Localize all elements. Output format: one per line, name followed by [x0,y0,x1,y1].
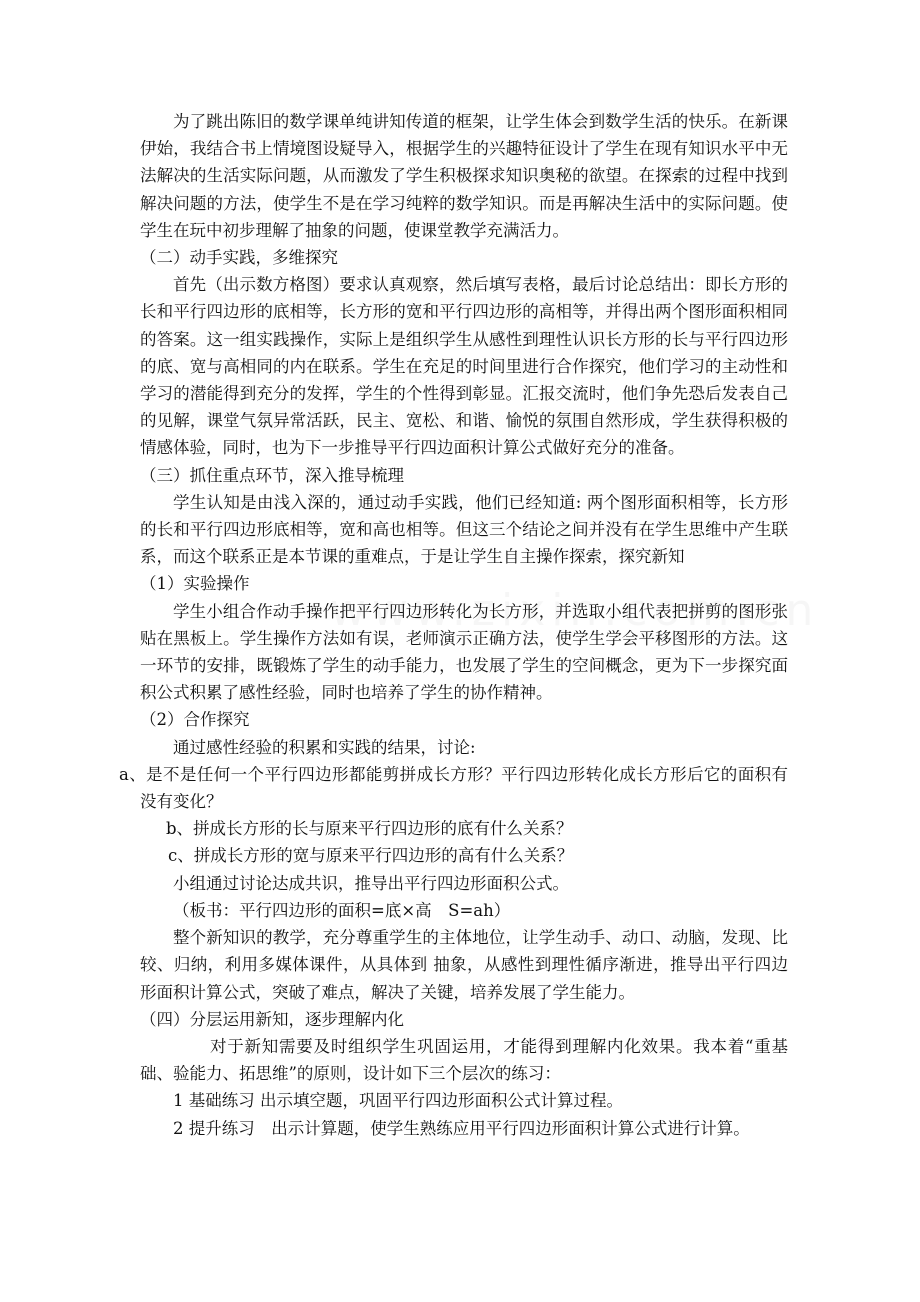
paragraph-experiment: 学生小组合作动手操作把平行四边形转化为长方形，并选取小组代表把拼剪的图形张贴在黑板上。学生操作方法如有误，老师演示正确方法，使学生学会平移图形的方法。这一环节的安排，既锻炼了学生的动手能力，也发展了学生的空间概念，更为下一步探究面积公式积累了感性经验，同时也培养了学生的协作精神。 [140,601,788,703]
paragraph-intro: 为了跳出陈旧的数学课单纯讲知传道的框架，让学生体会到数学生活的快乐。在新课伊始，我结合书上情境图设疑导入，根据学生的兴趣特征设计了学生在现有知识水平中无法解决的生活实际问题，从而激发了学生积极探求知识奥秘的欲望。在探索的过程中找到解决问题的方法，使学生不是在学习纯粹的数学知识。而是再解决生活中的实际问题。使学生在玩中初步理解了抽象的问题，使课堂教学充满活力。 [140,112,788,240]
question-a: a、是不是任何一个平行四边形都能剪拼成长方形？平行四边形转化成长方形后它的面积有没有变化？ [119,764,788,812]
question-b: b、拼成长方形的长与原来平行四边形的底有什么关系？ [166,819,573,839]
exercise-basic: 1 基础练习 出示填空题，巩固平行四边形面积公式计算过程。 [173,1091,623,1111]
paragraph-summary: 整个新知识的教学，充分尊重学生的主体地位，让学生动手、动口、动脑，发现、比较、归纳，利用多媒体课件，从具体到 抽象，从感性到理性循序渐进，推导出平行四边形面积计算公式，突破了难点，解决了关键，培养发展了学生能力。 [140,928,788,1002]
paragraph-consolidation: 对于新知需要及时组织学生巩固运用，才能得到理解内化效果。我本着“重基础、验能力、拓思维”的原则，设计如下三个层次的练习： [140,1036,788,1084]
paragraph-practice: 首先（出示数方格图）要求认真观察，然后填写表格，最后讨论总结出：即长方形的长和平行四边形的底相等，长方形的宽和平行四边形的高相等，并得出两个图形面积相同的答案。这一组实践操作，实际上是组织学生从感性到理性认识长方形的长与平行四边形的底、宽与高相同的内在联系。学生在充足的时间里进行合作探究，他们学习的主动性和学习的潜能得到充分的发挥，学生的个性得到彰显。汇报交流时，他们争先恐后发表自己的见解，课堂气氛异常活跃，民主、宽松、和谐、愉悦的氛围自然形成，学生获得积极的情感体验，同时，也为下一步推导平行四边面积计算公式做好充分的准备。 [140,275,788,458]
section-heading-2: （二）动手实践，多维探究 [140,248,338,268]
document-body [119,108,788,1142]
subheading-cooperation: （2）合作探究 [140,710,250,730]
exercise-advanced: 2 提升练习 出示计算题，使学生熟练应用平行四边形面积计算公式进行计算。 [173,1118,750,1138]
question-c: c、拼成长方形的宽与原来平行四边形的高有什么关系？ [168,846,574,866]
paragraph-derivation: 学生认知是由浅入深的，通过动手实践，他们已经知道: 两个图形面积相等，长方形的长和平行四边形底相等，宽和高也相等。但这三个结论之间并没有在学生思维中产生联系，而这个联系正是本节课的重难点，于是让学生自主操作探索，探究新知 [140,492,788,567]
section-heading-4: （四）分层运用新知，逐步理解内化 [140,1009,404,1029]
subheading-experiment: （1）实验操作 [140,574,250,594]
paragraph-consensus: 小组通过讨论达成共识，推导出平行四边形面积公式。 [173,873,569,893]
paragraph-blackboard: （板书：平行四边形的面积=底×高 S=ah） [173,900,511,920]
section-heading-3: （三）抓住重点环节，深入推导梳理 [140,465,404,485]
paragraph-discussion: 通过感性经验的积累和实践的结果，讨论: [173,737,476,757]
